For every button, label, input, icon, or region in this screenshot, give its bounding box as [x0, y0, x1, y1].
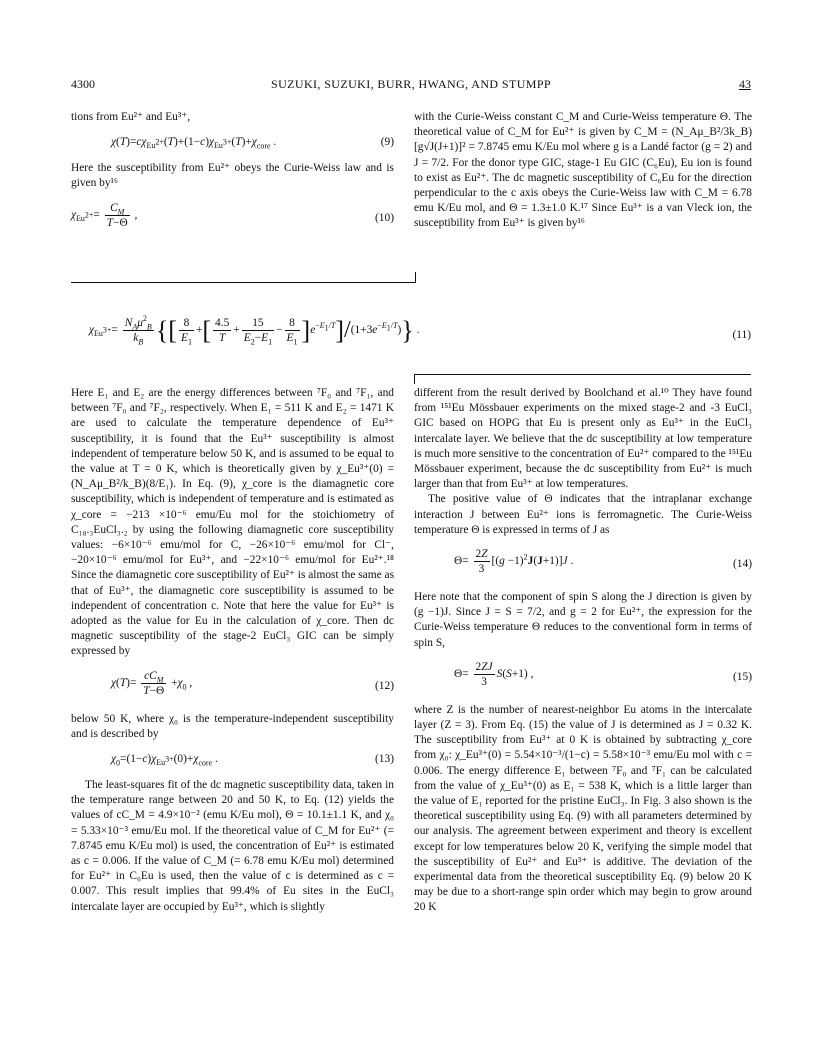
equation-9-expression: $\chi(T)=c\chi_{Eu^{2+}}(T)+(1-c)\chi_{Eu^{3+}}(T)+\chi_{core}$ . [111, 136, 277, 151]
paragraph: different from the result derived by Boolchand et al.¹⁰ They have found from ¹⁵¹Eu Mössbauer experiments on the mixed stage-2 and -3 EuCl₃ GIC based on HOPG that Eu is present only as Eu³⁺ in the EuCl₃ intercalate layer. We believe that the dc susceptibility at low temperature is much more sensitive to the concentration of Eu²⁺ compared to the ¹⁵¹Eu Mössbauer experiment, because the dc susceptibility from Eu²⁺ is much larger than that from Eu³⁺ at low temperatures. [414, 387, 752, 491]
paragraph: with the Curie-Weiss constant C_M and Curie-Weiss temperature Θ. The theoretical value of C_M for Eu²⁺ is given by C_M = (N_Aμ_B²/3k_B)[g√J(J+1)]² = 7.8745 emu K/Eu mol where g is a Landé factor (g = 2) and J = 7/2. For the donor type GIC, stage-1 Eu GIC (C₆Eu), Eu ion is found to exist as Eu²⁺. The dc magnetic susceptibility of C₆Eu for the direction perpendicular to the c axis obeys the Curie-Weiss law with C_M = 6.78 emu K/Eu mol, and Θ = 1.3±1.0 K.¹⁷ Since Eu³⁺ is a van Vleck ion, the susceptibility from Eu³⁺ is given by¹⁶ [414, 111, 752, 230]
equation-11-expression: $\chi_{Eu^{3+}}=$ $\frac{N_A\mu^2_B}{k_B}$ {[ $\frac{8}{E_1}$ +[ $\frac{4.5}{T}$ + $\frac{15}{E_2-E_1}$ − $\frac{8}{E_1}$ ]$e^{-E_1/T}]/(1+3e^{-E_1/T})$} . [89, 314, 420, 347]
divider [71, 282, 416, 283]
page-number: 4300 [71, 77, 95, 91]
equation-number: (12) [375, 679, 394, 692]
divider [414, 374, 415, 384]
equation-10-expression: $\chi_{Eu^{2+}}=$ $\frac{C_M}{T-\Theta}$ , [71, 201, 138, 229]
paragraph: tions from Eu²⁺ and Eu³⁺, [71, 111, 191, 123]
paragraph: The least-squares fit of the dc magnetic susceptibility data, taken in the temperature range between 20 and 50 K, to Eq. (12) yields the values of cC_M = 4.9×10⁻² (emu K/Eu mol), Θ = 10.1±1.1 K, and χ₀ = 5.33×10⁻³ emu/Eu mol. If the theoretical value of C_M for Eu²⁺ (= 7.8745 emu K/Eu mol) is used, the concentration of Eu²⁺ is estimated as c = 0.006. If the value of C_M (= 6.78 emu K/Eu mol) determined for Eu²⁺ in C₆Eu is used, then the value of c is determined as c = 0.007. This result implies that 99.4% of Eu sites in the EuCl₃ intercalate layer are occupied by Eu³⁺, which is slightly [71, 779, 394, 913]
equation-number: (9) [380, 136, 394, 149]
volume-number: 43 [739, 77, 751, 91]
paragraph: where Z is the number of nearest-neighbor Eu atoms in the intercalate layer (Z = 3). From Eq. (15) the value of J is determined as J = 0.32 K. The susceptibility from Eu³⁺ at 0 K is obtained by subtracting χ_core from χ₀: χ_Eu³⁺(0) = 5.54×10⁻³/(1−c) = 5.58×10⁻³ emu/Eu mol with c = 0.006. The energy difference E₁ between ⁷F₀ and ⁷F₁ can be calculated from the value of χ_Eu³⁺(0) as E₁ = 538 K, which is a little larger than the value of E₁ reported for the pristine EuCl₃. In Fig. 3 also shown is the theoretical susceptibility using Eq. (9) with all parameters determined by our analysis. The agreement between experiment and theory is excellent except for low temperatures below 20 K, verifying the simple model that the susceptibility of Eu²⁺ and Eu³⁺ is additive. The deviation of the experimental data from the theoretical susceptibility Eq. (9) below 20 K may be due to a short-range spin order which may begin to grow around 20 K [414, 703, 752, 914]
paragraph: below 50 K, where χ₀ is the temperature-independent susceptibility and is described by [71, 712, 394, 740]
equation-10 [71, 199, 394, 237]
equation-13 [71, 749, 394, 771]
equation-13-expression: $\chi_0=(1-c)\chi_{Eu^{3+}}(0)+\chi_{core}$ . [111, 753, 218, 768]
right-column-body [414, 386, 752, 916]
right-column-top [414, 110, 752, 232]
paragraph: The positive value of Θ indicates that the intraplanar exchange interaction J between Eu²⁺ ions is ferromagnetic. The Curie-Weiss temperature Θ is expressed in terms of J as [414, 493, 752, 536]
equation-15 [414, 658, 752, 696]
equation-number: (15) [733, 670, 752, 683]
paragraph: Here note that the component of spin S along the J direction is given by (g −1)J. Since J = S = 7/2, and g = 2 for Eu²⁺, the expression for the Curie-Weiss temperature Θ reduces to the conventional form in terms of spin S, [414, 591, 752, 649]
equation-14 [414, 545, 752, 583]
divider [415, 272, 416, 282]
equation-number: (13) [375, 753, 394, 766]
divider [414, 374, 751, 375]
left-column-top [71, 110, 394, 244]
equation-number: (11) [732, 329, 751, 341]
paragraph: Here the susceptibility from Eu²⁺ obeys the Curie-Weiss law and is given by¹⁶ [71, 162, 394, 190]
left-column-body [71, 386, 394, 915]
equation-12 [71, 667, 394, 705]
equation-number: (10) [375, 211, 394, 224]
equation-12-expression: χ(T)= $\frac{cC_M}{T-\Theta}$ $+\chi_0$ , [111, 669, 193, 697]
equation-number: (14) [733, 558, 752, 571]
equation-9 [71, 132, 394, 154]
equation-11 [71, 312, 751, 360]
running-header [71, 77, 751, 93]
paragraph: Here E₁ and E₂ are the energy differences between ⁷F₀ and ⁷F₁, and between ⁷F₀ and ⁷F₂, respectively. When E₁ = 511 K and E₂ = 1471 K are used to calculate the temperature dependence of Eu³⁺ susceptibility, it is found that the Eu³⁺ susceptibility is almost independent of temperature below 50 K, and is assumed to be equal to the value at T = 0 K, which is theoretically given by χ_Eu³⁺(0) = (N_Aμ_B²/k_B)(8/E₁). In Eq. (9), χ_core is the diamagnetic core susceptibility, which is independent of temperature and is estimated as χ_core = −213 ×10⁻⁶ emu/Eu mol for the stoichiometry of C₁₈.₃EuCl₃.₂ by using the following diamagnetic core susceptibility values: −6×10⁻⁶ emu/mol for C, −26×10⁻⁶ emu/mol for Cl⁻, −20×10⁻⁶ emu/mol for Eu³⁺, and −22×10⁻⁶ emu/mol for Eu²⁺.¹⁸ Since the diamagnetic core susceptibility of Eu²⁺ is almost the same as that of Eu³⁺, the diamagnetic core susceptibility is assumed to be independent of concentration c. Note that here the value for Eu³⁺ is adopted as the value for Eu in the calculation of χ_core. Then dc magnetic susceptibility of the stage-2 EuCl₃ GIC can be simply expressed by [71, 387, 394, 658]
author-list: SUZUKI, SUZUKI, BURR, HWANG, AND STUMPP [271, 77, 551, 91]
equation-14-expression: Θ= $\frac{2Z}{3}$ $[(g -1)^2J(J+1)]J$ . [454, 548, 574, 576]
equation-15-expression: Θ= $\frac{2ZJ}{3}$ S(S+1) , [454, 660, 534, 688]
